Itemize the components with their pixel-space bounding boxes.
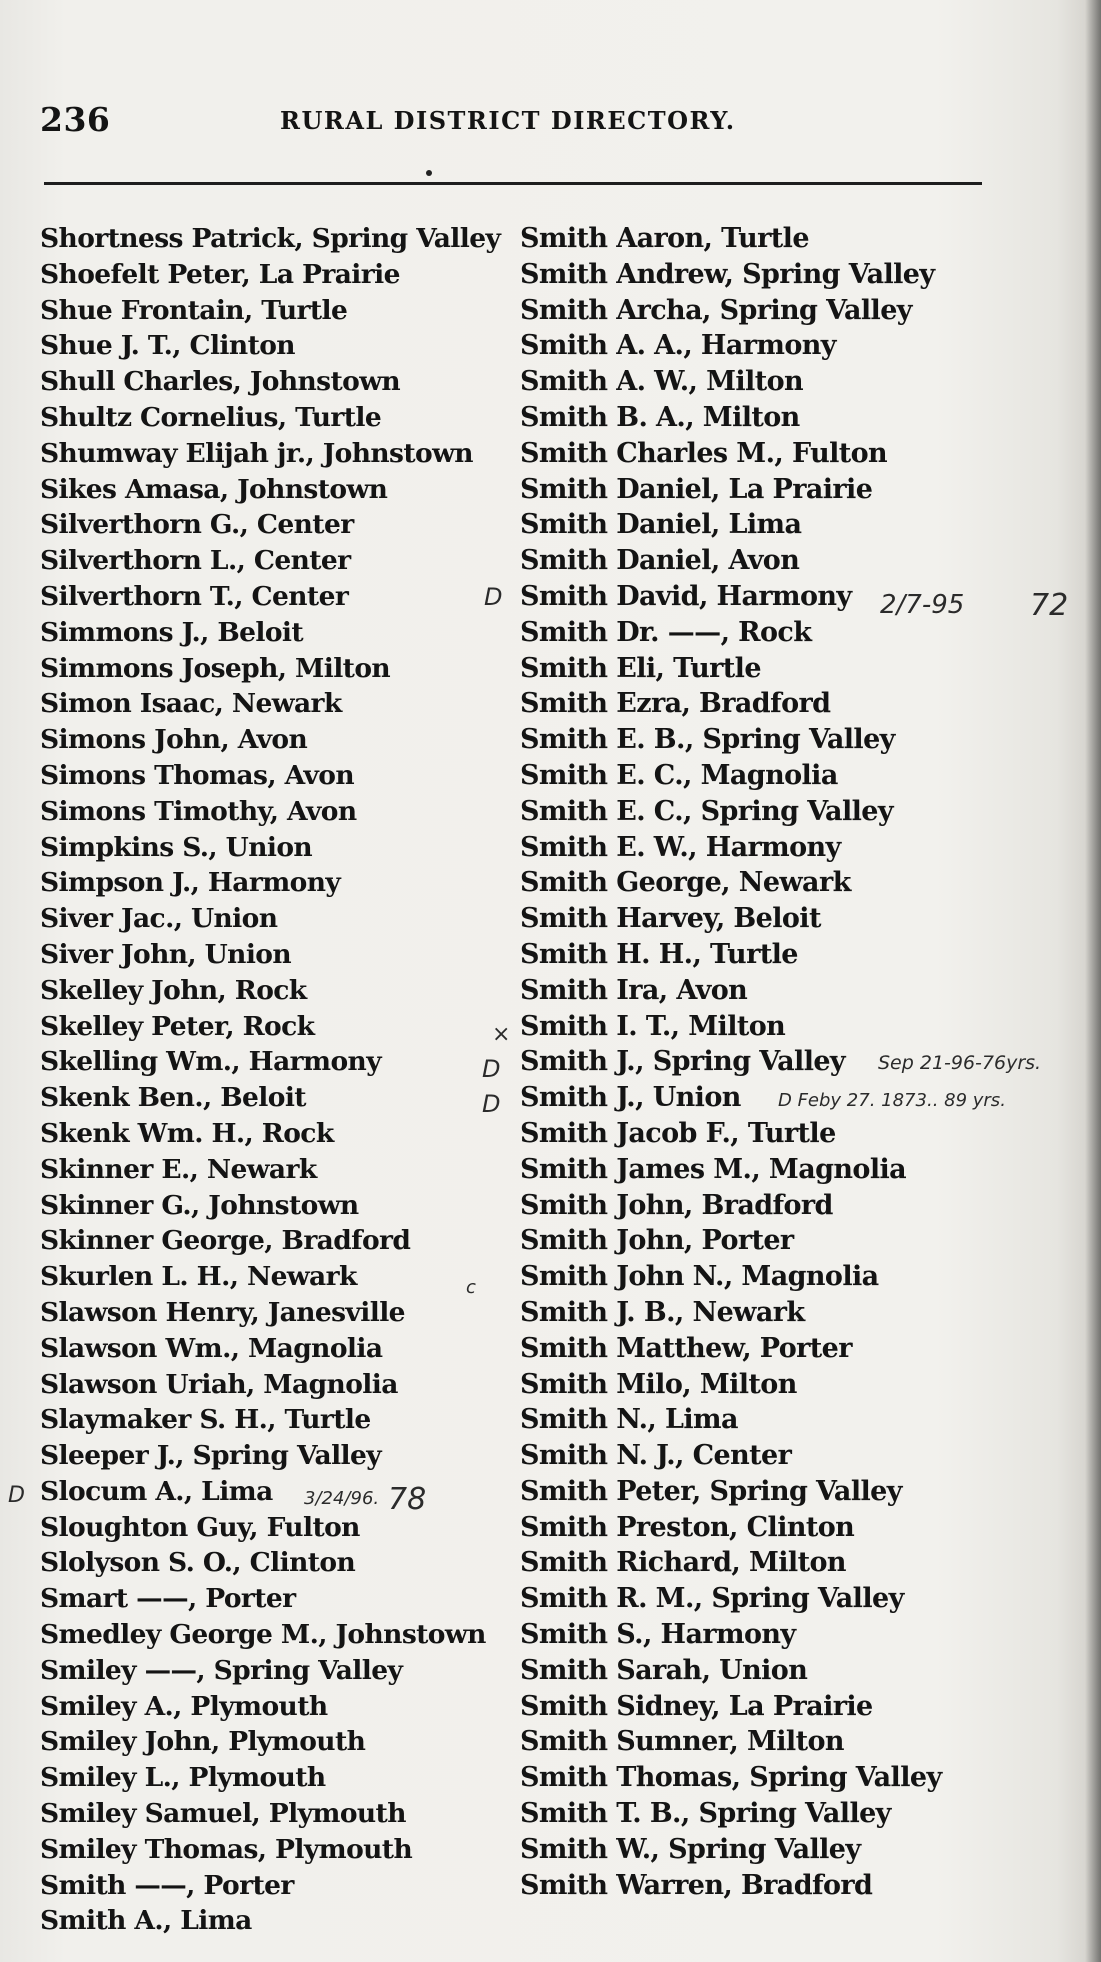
directory-entry: Skelling Wm., Harmony xyxy=(40,1046,382,1078)
directory-entry: Siver John, Union xyxy=(40,938,292,970)
directory-entry: Smith Daniel, Avon xyxy=(520,545,800,577)
binding-shadow xyxy=(1085,0,1101,1962)
directory-entry: Smiley Samuel, Plymouth xyxy=(40,1798,406,1830)
left-column xyxy=(40,221,520,1939)
directory-entry: Slocum A., Lima xyxy=(40,1475,273,1507)
directory-entry: Slaymaker S. H., Turtle xyxy=(40,1404,371,1436)
handwritten-mark: D xyxy=(482,1090,501,1118)
directory-entry: Skelley Peter, Rock xyxy=(40,1010,315,1042)
handwritten-mark: × xyxy=(492,1022,511,1047)
directory-entry: Smith Milo, Milton xyxy=(520,1368,797,1400)
directory-entry: Smith James M., Magnolia xyxy=(520,1153,907,1185)
directory-entry: Smiley L., Plymouth xyxy=(40,1762,326,1794)
handwritten-mark: c xyxy=(466,1277,476,1298)
directory-entry: Shoefelt Peter, La Prairie xyxy=(40,258,400,290)
rule-ornament xyxy=(426,170,432,176)
directory-entry: Smiley ——, Spring Valley xyxy=(40,1654,403,1686)
directory-entry: Smith Charles M., Fulton xyxy=(520,437,888,469)
directory-entry: Smith J., Union xyxy=(520,1082,741,1114)
directory-entry: Silverthorn L., Center xyxy=(40,545,351,577)
directory-entry: Silverthorn T., Center xyxy=(40,580,349,612)
directory-entry: Simmons J., Beloit xyxy=(40,616,304,648)
directory-entry: Sleeper J., Spring Valley xyxy=(40,1440,382,1472)
directory-entry: Smith J. B., Newark xyxy=(520,1296,805,1328)
directory-entry: Smith E. C., Magnolia xyxy=(520,759,838,791)
directory-entry: Smiley A., Plymouth xyxy=(40,1690,328,1722)
directory-entry: Smith Ira, Avon xyxy=(520,974,748,1006)
directory-entry: Smith A. A., Harmony xyxy=(520,330,836,362)
directory-entry: Smith Eli, Turtle xyxy=(520,652,761,684)
directory-entry: Simon Isaac, Newark xyxy=(40,688,342,720)
running-title: RURAL DISTRICT DIRECTORY. xyxy=(280,106,736,135)
directory-entry: Smith A. W., Milton xyxy=(520,366,804,398)
directory-entry: Smith Archa, Spring Valley xyxy=(520,294,912,326)
directory-entry: Siver Jac., Union xyxy=(40,903,278,935)
directory-entry: Smith Peter, Spring Valley xyxy=(520,1475,902,1507)
directory-entry: Smith Matthew, Porter xyxy=(520,1332,852,1364)
directory-entry: Smith J., Spring Valley xyxy=(520,1046,846,1078)
directory-entry: Smith ——, Porter xyxy=(40,1869,294,1901)
directory-entry: Smith Richard, Milton xyxy=(520,1547,846,1579)
directory-entry: Skenk Ben., Beloit xyxy=(40,1082,306,1114)
directory-entry: Smith A., Lima xyxy=(40,1905,252,1937)
directory-entry: Smith H. H., Turtle xyxy=(520,938,798,970)
directory-entry: Simons Timothy, Avon xyxy=(40,795,357,827)
directory-entry: Smith E. C., Spring Valley xyxy=(520,795,893,827)
directory-entry: Shue Frontain, Turtle xyxy=(40,294,348,326)
directory-entry: Shultz Cornelius, Turtle xyxy=(40,401,382,433)
directory-entry: Skelley John, Rock xyxy=(40,974,307,1006)
directory-entry: Skinner G., Johnstown xyxy=(40,1189,359,1221)
directory-entry: Smith R. M., Spring Valley xyxy=(520,1583,904,1615)
directory-entry: Smith I. T., Milton xyxy=(520,1010,786,1042)
handwritten-note: 78 xyxy=(388,1482,427,1517)
handwritten-mark: D xyxy=(482,1055,501,1083)
directory-entry: Slawson Henry, Janesville xyxy=(40,1296,405,1328)
directory-entry: Smith Sumner, Milton xyxy=(520,1726,844,1758)
page-number: 236 xyxy=(40,100,111,139)
handwritten-note: Sep 21-96-76yrs. xyxy=(878,1052,1042,1074)
directory-entry: Shull Charles, Johnstown xyxy=(40,366,401,398)
directory-entry: Smith John N., Magnolia xyxy=(520,1261,879,1293)
directory-entry: Simpson J., Harmony xyxy=(40,867,341,899)
directory-entry: Skurlen L. H., Newark xyxy=(40,1261,357,1293)
header-rule xyxy=(44,182,982,185)
directory-entry: Smedley George M., Johnstown xyxy=(40,1619,486,1651)
directory-entry: Smith E. W., Harmony xyxy=(520,831,841,863)
directory-entry: Silverthorn G., Center xyxy=(40,509,354,541)
directory-entry: Smith George, Newark xyxy=(520,867,851,899)
directory-entry: Smith Sidney, La Prairie xyxy=(520,1690,873,1722)
directory-entry: Simons Thomas, Avon xyxy=(40,759,355,791)
directory-entry: Slawson Uriah, Magnolia xyxy=(40,1368,398,1400)
page-header xyxy=(40,100,980,140)
directory-entry: Smith S., Harmony xyxy=(520,1619,796,1651)
directory-entry: Smith N. J., Center xyxy=(520,1440,792,1472)
directory-entry: Smiley John, Plymouth xyxy=(40,1726,366,1758)
directory-entry: Slolyson S. O., Clinton xyxy=(40,1547,356,1579)
directory-entry: Smith John, Bradford xyxy=(520,1189,833,1221)
directory-entry: Smith Preston, Clinton xyxy=(520,1511,855,1543)
directory-entry: Shue J. T., Clinton xyxy=(40,330,295,362)
directory-entry: Smith Sarah, Union xyxy=(520,1654,808,1686)
handwritten-note: 2/7-95 xyxy=(880,590,965,620)
directory-entry: Simons John, Avon xyxy=(40,724,308,756)
directory-entry: Smith Dr. ——, Rock xyxy=(520,616,812,648)
directory-entry: Skenk Wm. H., Rock xyxy=(40,1117,334,1149)
directory-entry: Smith Thomas, Spring Valley xyxy=(520,1762,942,1794)
directory-entry: Smith W., Spring Valley xyxy=(520,1833,861,1865)
directory-entry: Simmons Joseph, Milton xyxy=(40,652,391,684)
handwritten-note: 3/24/96. xyxy=(304,1488,380,1509)
directory-entry: Sloughton Guy, Fulton xyxy=(40,1511,360,1543)
directory-entry: Smith B. A., Milton xyxy=(520,401,800,433)
directory-entry: Smith Daniel, Lima xyxy=(520,509,802,541)
directory-entry: Smiley Thomas, Plymouth xyxy=(40,1833,413,1865)
directory-entry: Smith E. B., Spring Valley xyxy=(520,724,895,756)
directory-entry: Smith John, Porter xyxy=(520,1225,794,1257)
directory-entry: Smith Harvey, Beloit xyxy=(520,903,821,935)
directory-entry: Shumway Elijah jr., Johnstown xyxy=(40,437,473,469)
directory-entry: Smith N., Lima xyxy=(520,1404,738,1436)
directory-entry: Smith Andrew, Spring Valley xyxy=(520,258,935,290)
directory-entry: Smith Aaron, Turtle xyxy=(520,223,809,254)
directory-entry: Sikes Amasa, Johnstown xyxy=(40,473,388,505)
directory-entry: Shortness Patrick, Spring Valley xyxy=(40,223,501,254)
directory-entry: Smith T. B., Spring Valley xyxy=(520,1798,891,1830)
handwritten-note: 72 xyxy=(1030,588,1069,623)
handwritten-note: D Feby 27. 1873.. 89 yrs. xyxy=(778,1090,1006,1111)
directory-entry: Skinner George, Bradford xyxy=(40,1225,411,1257)
directory-entry: Simpkins S., Union xyxy=(40,831,313,863)
directory-entry: Slawson Wm., Magnolia xyxy=(40,1332,383,1364)
directory-entry: Smith David, Harmony xyxy=(520,580,852,612)
directory-entry: Smith Jacob F., Turtle xyxy=(520,1117,836,1149)
directory-entry: Smith Warren, Bradford xyxy=(520,1869,873,1901)
directory-entry: Smith Daniel, La Prairie xyxy=(520,473,873,505)
directory-entry: Skinner E., Newark xyxy=(40,1153,317,1185)
directory-entry: Smart ——, Porter xyxy=(40,1583,296,1615)
handwritten-mark: D xyxy=(8,1483,25,1508)
directory-entry: Smith Ezra, Bradford xyxy=(520,688,831,720)
handwritten-mark: D xyxy=(484,583,503,611)
